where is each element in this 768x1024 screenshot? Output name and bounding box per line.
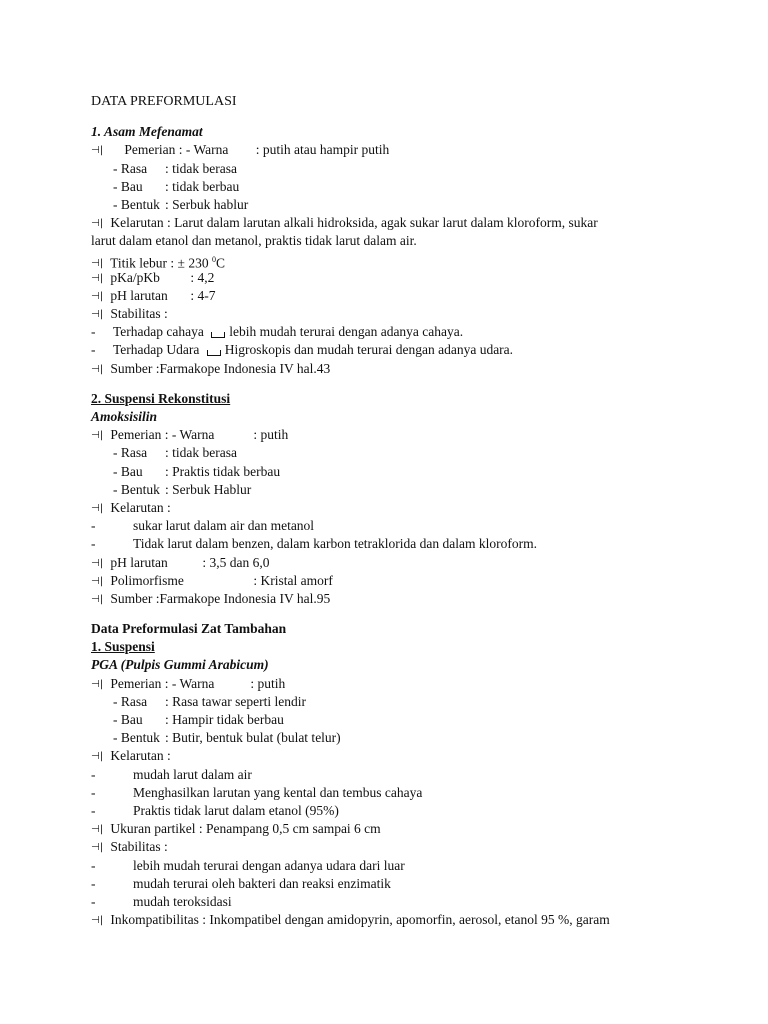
section-1-heading: 1. Asam Mefenamat [91, 124, 203, 140]
s3-bau: - Bau : Hampir tidak berbau [113, 712, 284, 727]
s1-titik-lebur: ⊣| Titik lebur : ± 230 $^0$C [91, 251, 691, 269]
s3-kel-1: - mudah larut dalam air [91, 766, 252, 782]
s3-bentuk: - Bentuk : Butir, bentuk bulat (bulat telur) [113, 730, 341, 746]
bullet-arrow-icon: ⊣| [91, 309, 104, 321]
s1-pemerian: ⊣| Pemerian : - Warna : putih atau hampir putih [91, 141, 691, 159]
document-page [91, 93, 691, 929]
s1-rasa: - Rasa : tidak berasa [113, 160, 237, 176]
s3-inkompatibilitas: ⊣| Inkompatibilitas : Inkompatibel dengan amidopyrin, apomorfin, aerosol, etanol 95 %, garam [91, 911, 691, 929]
bullet-arrow-icon: ⊣| [91, 915, 104, 927]
s1-ph: ⊣| pH larutan : 4-7 [91, 287, 691, 305]
s3-kel-3: - Praktis tidak larut dalam etanol (95%) [91, 802, 339, 818]
bullet-arrow-icon: ⊣| [91, 751, 104, 763]
page-title: DATA PREFORMULASI [91, 94, 237, 109]
s1-pka: ⊣| pKa/pKb : 4,2 [91, 269, 691, 287]
s2-polimorfisme: ⊣| Polimorfisme : Kristal amorf [91, 572, 691, 590]
section-2-heading: 2. Suspensi Rekonstitusi [91, 390, 231, 406]
bullet-arrow-icon: ⊣| [91, 430, 104, 442]
s2-sumber: ⊣| Sumber :Farmakope Indonesia IV hal.95 [91, 590, 691, 608]
s1-sumber: ⊣| Sumber :Farmakope Indonesia IV hal.43 [91, 360, 691, 378]
bullet-arrow-icon: ⊣| [91, 258, 104, 269]
s3-stab-1: - lebih mudah terurai dengan adanya udara dari luar [91, 857, 405, 873]
s2-kelarutan: ⊣| Kelarutan : [91, 499, 691, 517]
s2-bau: - Bau : Praktis tidak berbau [113, 463, 281, 479]
s3-ukuran: ⊣| Ukuran partikel : Penampang 0,5 cm sampai 6 cm [91, 820, 691, 838]
bullet-arrow-icon: ⊣| [91, 145, 104, 157]
s1-bau: - Bau : tidak berbau [113, 178, 240, 194]
bullet-arrow-icon: ⊣| [91, 218, 104, 230]
s2-ph: ⊣| pH larutan : 3,5 dan 6,0 [91, 554, 691, 572]
s1-stab-udara: - Terhadap Udara Higroskopis dan mudah terurai dengan adanya udara. [91, 342, 514, 358]
bullet-arrow-icon: ⊣| [91, 272, 104, 284]
arrow-symbol-icon [207, 350, 221, 356]
s1-kelarutan-cont: larut dalam etanol dan metanol, praktis tidak larut dalam air. [91, 233, 417, 249]
s1-stabilitas: ⊣| Stabilitas : [91, 305, 691, 323]
s3-stab-3: - mudah teroksidasi [91, 893, 232, 909]
bullet-arrow-icon: ⊣| [91, 842, 104, 854]
s1-stab-cahaya: - Terhadap cahaya lebih mudah terurai dengan adanya cahaya. [91, 324, 464, 340]
s3-pemerian: ⊣| Pemerian : - Warna : putih [91, 675, 691, 693]
section-3-heading: Data Preformulasi Zat Tambahan [91, 621, 287, 637]
s3-stab-2: - mudah terurai oleh bakteri dan reaksi enzimatik [91, 875, 391, 891]
bullet-arrow-icon: ⊣| [91, 363, 104, 375]
bullet-arrow-icon: ⊣| [91, 575, 104, 587]
s2-kel-2: - Tidak larut dalam benzen, dalam karbon tetraklorida dan dalam kloroform. [91, 536, 537, 552]
s1-kelarutan: ⊣| Kelarutan : Larut dalam larutan alkali hidroksida, agak sukar larut dalam kloroform, sukar [91, 214, 691, 232]
s3-kelarutan: ⊣| Kelarutan : [91, 747, 691, 765]
s1-bentuk: - Bentuk : Serbuk hablur [113, 196, 249, 212]
section-3-item: PGA (Pulpis Gummi Arabicum) [91, 657, 269, 673]
s2-kel-1: - sukar larut dalam air dan metanol [91, 518, 315, 534]
s2-bentuk: - Bentuk : Serbuk Hablur [113, 481, 252, 497]
s2-rasa: - Rasa : tidak berasa [113, 445, 237, 461]
bullet-arrow-icon: ⊣| [91, 290, 104, 302]
arrow-symbol-icon [211, 332, 225, 338]
bullet-arrow-icon: ⊣| [91, 557, 104, 569]
bullet-arrow-icon: ⊣| [91, 678, 104, 690]
bullet-arrow-icon: ⊣| [91, 824, 104, 836]
section-2-subheading: Amoksisilin [91, 409, 158, 424]
bullet-arrow-icon: ⊣| [91, 593, 104, 605]
s2-pemerian: ⊣| Pemerian : - Warna : putih [91, 426, 691, 444]
s3-kel-2: - Menghasilkan larutan yang kental dan tembus cahaya [91, 784, 423, 800]
bullet-arrow-icon: ⊣| [91, 502, 104, 514]
s3-rasa: - Rasa : Rasa tawar seperti lendir [113, 693, 306, 709]
s3-stabilitas: ⊣| Stabilitas : [91, 838, 691, 856]
section-3-subheading: 1. Suspensi [91, 639, 155, 655]
